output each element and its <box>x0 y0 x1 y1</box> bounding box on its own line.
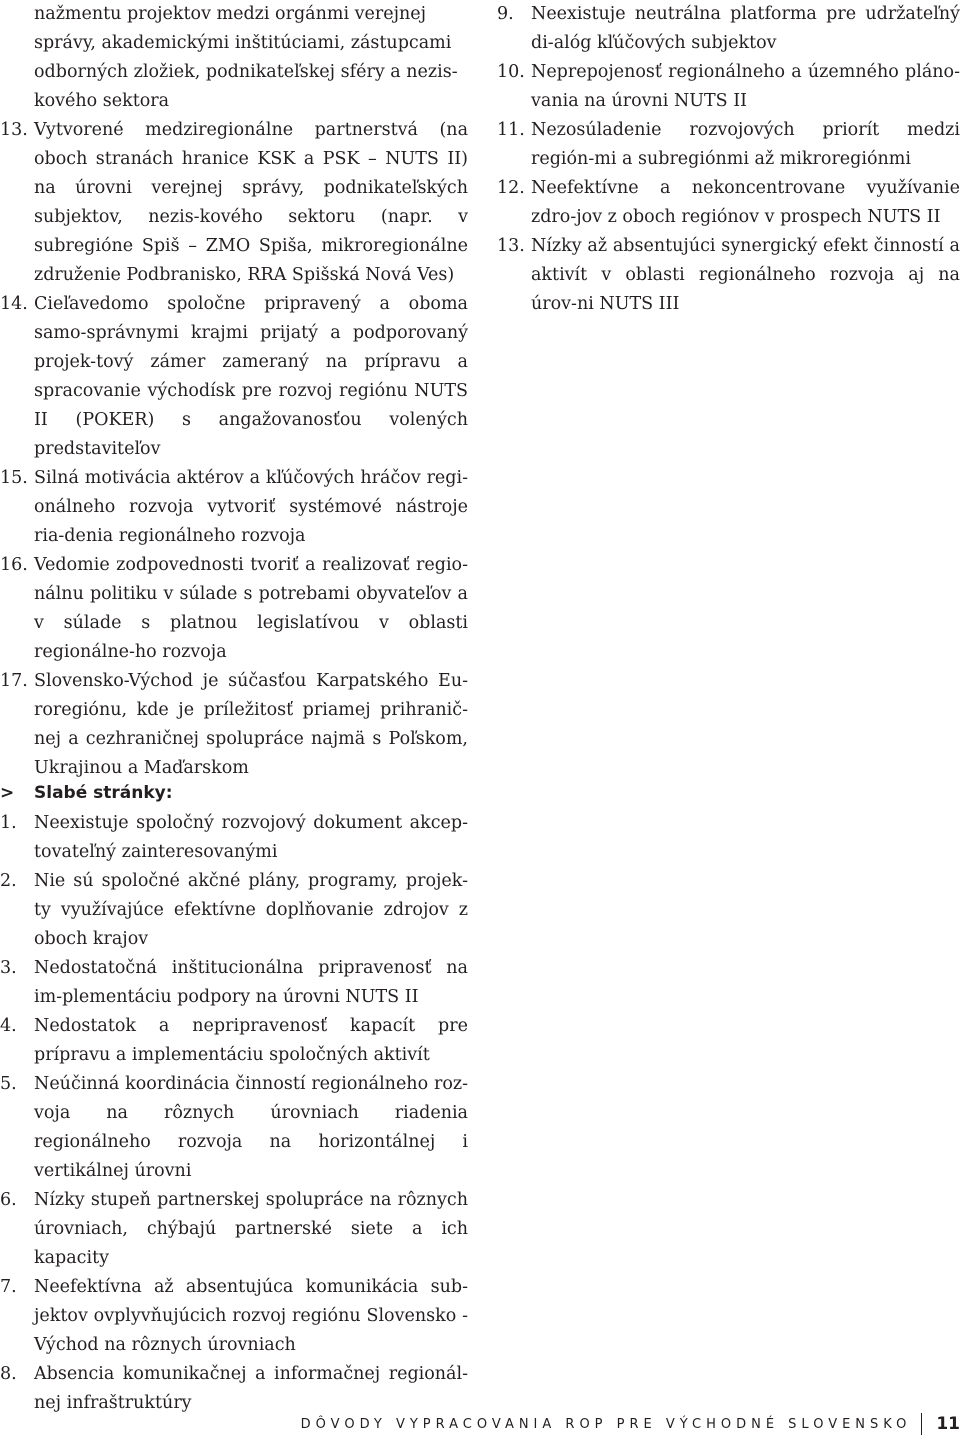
page-number: 11 <box>936 1414 960 1434</box>
item-number: 16. <box>0 555 28 575</box>
item-text: Absencia komunikačnej a informačnej regionál-nej infraštruktúry <box>34 1364 468 1413</box>
continued-line: kového sektora <box>34 91 170 111</box>
item-text: Neexistuje spoločný rozvojový dokument akcep-tovateľný zainteresovanými <box>34 813 468 862</box>
running-title: DÔVODY VYPRACOVANIA ROP PRE VÝCHODNÉ SLOVENSKO <box>300 1416 912 1432</box>
list-item <box>0 809 468 867</box>
item-number: 17. <box>0 671 28 691</box>
item-number: 9. <box>497 4 514 24</box>
item-number: 13. <box>497 236 525 256</box>
item-number: 4. <box>0 1016 17 1036</box>
page-footer <box>301 1410 960 1438</box>
item-text: Vytvorené medziregionálne partnerstvá (na oboch stranách hranice KSK a PSK – NUTS II) na úrovni verejnej správy, podnikateľských subjektov, nezis-kového sektoru (napr. v subregióne Spiš – ZMO Spiša, mikroregionálne združenie Podbranisko, RRA Spišská Nová Ves) <box>34 120 468 285</box>
continued-line: správy, akademickými inštitúciami, zástupcami <box>34 33 452 53</box>
item-number: 11. <box>497 120 525 140</box>
item-text: Neúčinná koordinácia činností regionálneho roz-voja na rôznych úrovniach riadenia regionálneho rozvoja na horizontálnej i vertikálnej úrovni <box>34 1074 468 1181</box>
continued-line: odborných zložiek, podnikateľskej sféry a nezis- <box>34 62 458 82</box>
list-item <box>0 1012 468 1070</box>
item-text: Nezosúladenie rozvojových priorít medzi región-mi a subregiónmi až mikroregiónmi <box>531 120 960 169</box>
item-number: 7. <box>0 1277 17 1297</box>
heading-text: Slabé stránky: <box>34 783 173 803</box>
item-number: 2. <box>0 871 17 891</box>
item-text: Neefektívne a nekoncentrovane využívanie zdro-jov z oboch regiónov v prospech NUTS II <box>531 178 960 227</box>
list-item <box>497 116 960 174</box>
item-text: Neexistuje neutrálna platforma pre udržateľný di-alóg kľúčových subjektov <box>531 4 960 53</box>
list-item <box>0 464 468 551</box>
list-item <box>497 232 960 319</box>
section-heading <box>0 777 468 809</box>
item-number: 10. <box>497 62 525 82</box>
item-number: 8. <box>0 1364 17 1384</box>
item-number: 1. <box>0 813 17 833</box>
item-number: 15. <box>0 468 28 488</box>
item-text: Neefektívna až absentujúca komunikácia sub-jektov ovplyvňujúcich rozvoj regiónu Slovensko - Východ na rôznych úrovniach <box>34 1277 468 1355</box>
item-text: Nízky až absentujúci synergický efekt činností a aktivít v oblasti regionálneho rozvoja aj na úrov-ni NUTS III <box>531 236 960 314</box>
list-item <box>0 551 468 667</box>
list-item <box>0 667 468 783</box>
item-text: Nedostatočná inštitucionálna pripravenosť na im-plementáciu podpory na úrovni NUTS II <box>34 958 468 1007</box>
item-text: Nízky stupeň partnerskej spolupráce na rôznych úrovniach, chýbajú partnerské siete a ich kapacity <box>34 1190 468 1268</box>
list-item <box>0 867 468 954</box>
list-item <box>497 0 960 58</box>
left-column <box>0 0 468 783</box>
item-number: 3. <box>0 958 17 978</box>
item-text: Silná motivácia aktérov a kľúčových hráčov regi-onálneho rozvoja vytvoriť systémové nástroje ria-denia regionálneho rozvoja <box>34 468 468 546</box>
list-item <box>497 174 960 232</box>
list-item <box>0 116 468 290</box>
item-number: 13. <box>0 120 28 140</box>
right-column <box>497 0 960 319</box>
list-item <box>0 1273 468 1360</box>
item-text: Slovensko-Východ je súčasťou Karpatského Eu-roregiónu, kde je príležitosť priamej prihranič-nej a cezhraničnej spolupráce najmä s Poľskom, Ukrajinou a Maďarskom <box>34 671 468 778</box>
item-text: Nedostatok a nepripravenosť kapacít pre prípravu a implementáciu spoločných aktivít <box>34 1016 468 1065</box>
continued-line: nažmentu projektov medzi orgánmi verejnej <box>34 4 427 24</box>
weaknesses-section <box>0 777 468 1418</box>
item-number: 12. <box>497 178 525 198</box>
item-number: 14. <box>0 294 28 314</box>
item-text: Nie sú spoločné akčné plány, programy, projek-ty využívajúce efektívne doplňovanie zdrojov z oboch krajov <box>34 871 468 949</box>
list-item <box>0 1186 468 1273</box>
item-number: 6. <box>0 1190 17 1210</box>
list-item <box>0 954 468 1012</box>
list-item <box>0 290 468 464</box>
item-number: 5. <box>0 1074 17 1094</box>
arrow-marker: > <box>0 783 15 803</box>
continued-paragraph <box>0 0 468 116</box>
list-item <box>0 1070 468 1186</box>
item-text: Vedomie zodpovednosti tvoriť a realizovať regio-nálnu politiku v súlade s potrebami obyvateľov a v súlade s platnou legislatívou v oblasti regionálne-ho rozvoja <box>34 555 468 662</box>
footer-divider <box>921 1413 922 1435</box>
list-item <box>497 58 960 116</box>
item-text: Neprepojenosť regionálneho a územného pláno-vania na úrovni NUTS II <box>531 62 960 111</box>
item-text: Cieľavedomo spoločne pripravený a oboma samo-správnymi krajmi prijatý a podporovaný projek-tový zámer zameraný na prípravu a spracovanie východísk pre rozvoj regiónu NUTS II (POKER) s angažovanosťou volených predstaviteľov <box>34 294 468 459</box>
